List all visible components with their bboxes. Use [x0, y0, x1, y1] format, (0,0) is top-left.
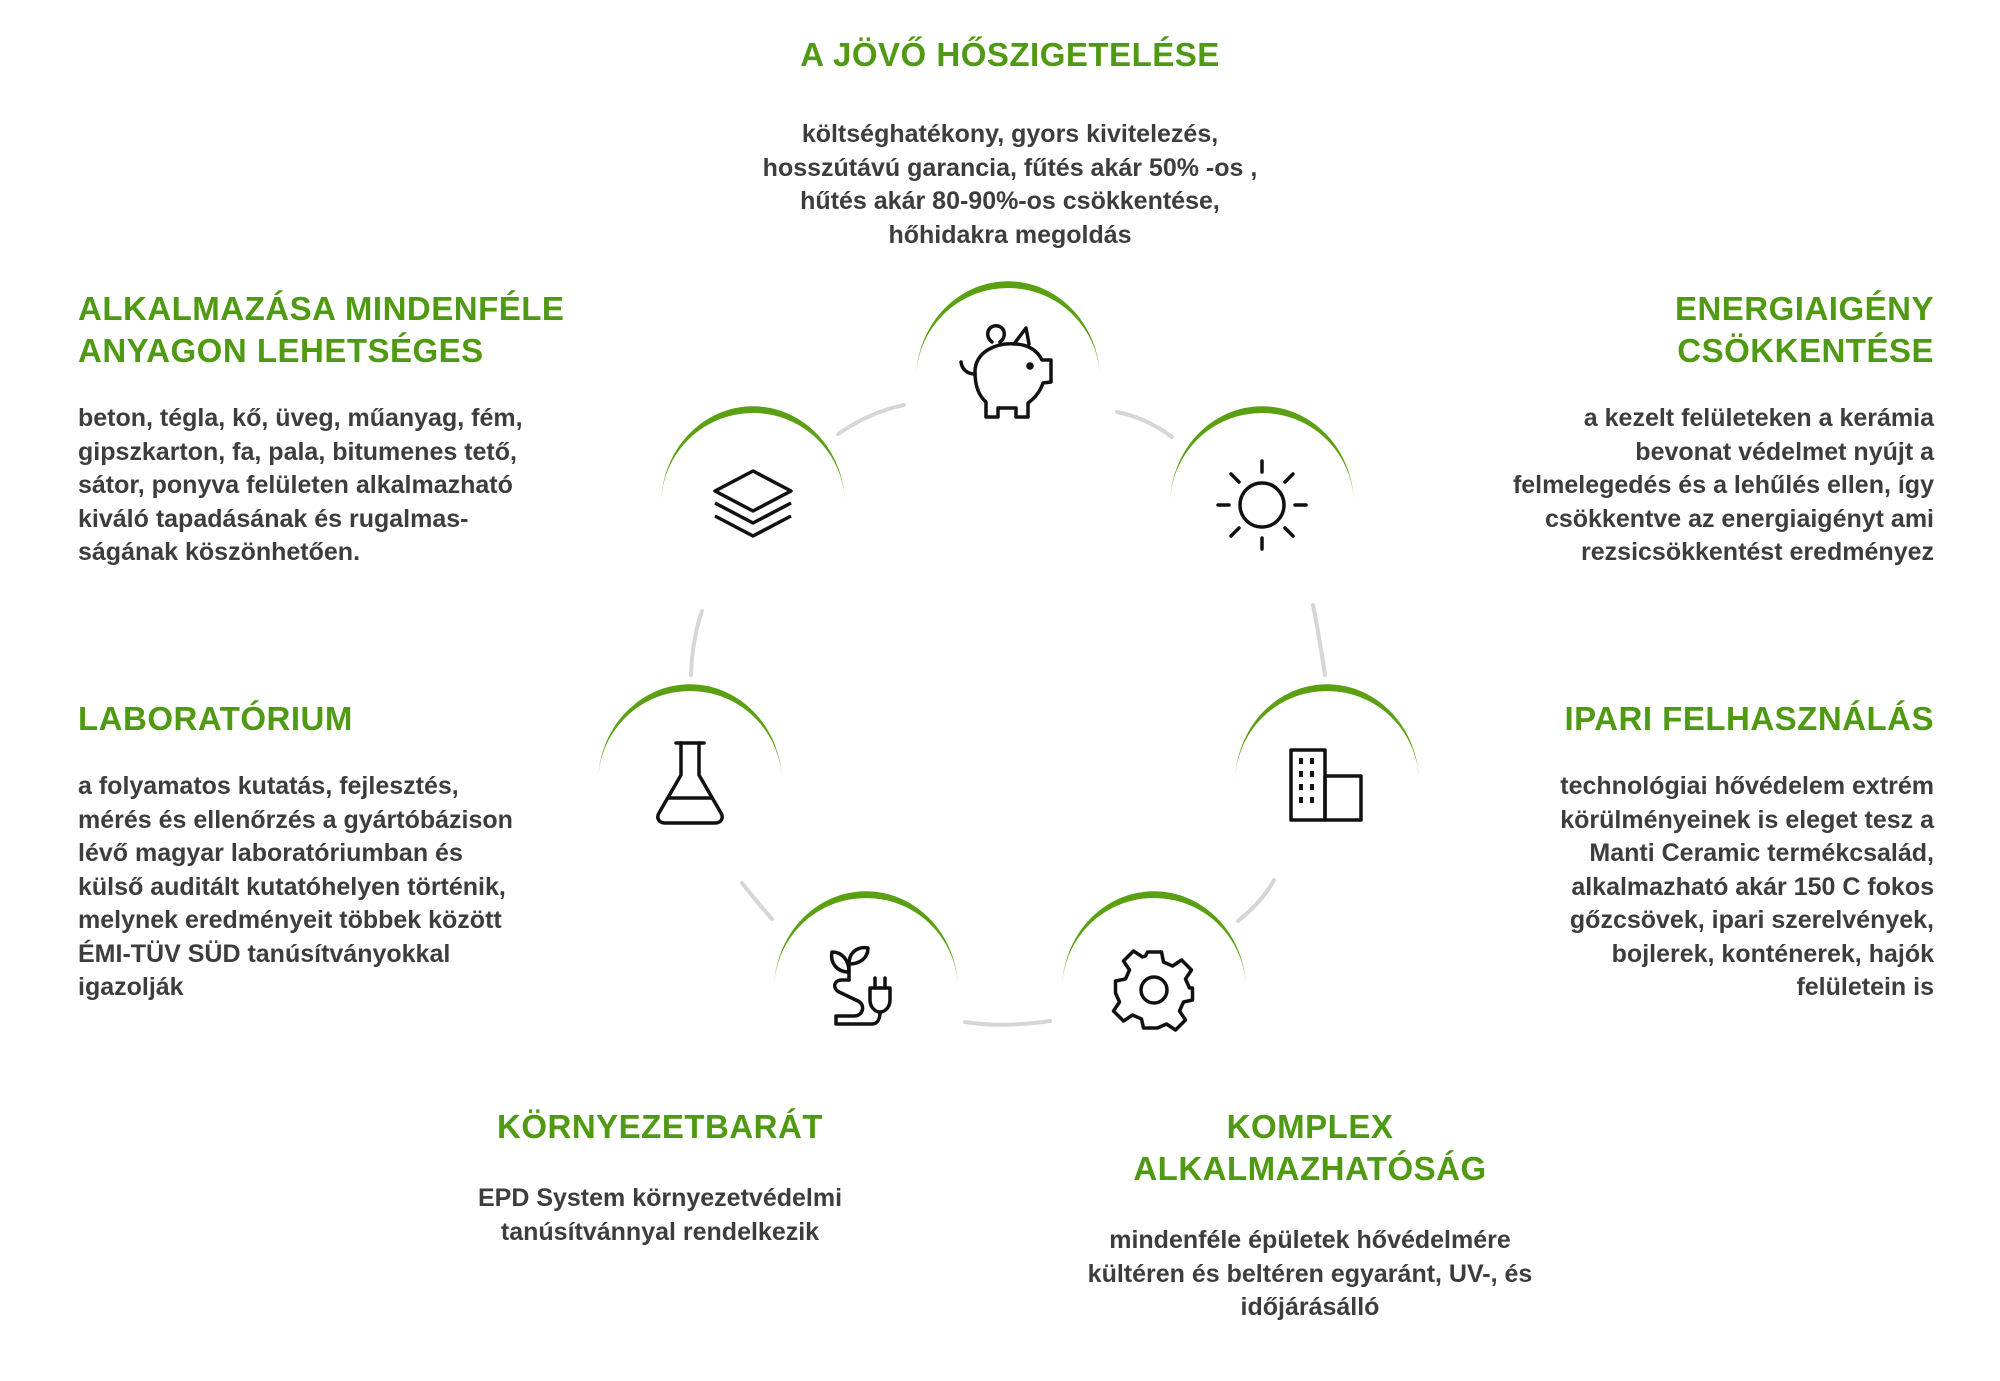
block-bottom-right: [1010, 1106, 1610, 1325]
connector-line: [1117, 412, 1172, 437]
desc-line: hűtés akár 80-90%-os csökkentése,: [800, 187, 1220, 215]
desc-line: tanúsítvánnyal rendelkezik: [500, 1217, 820, 1246]
node-description: [78, 402, 678, 570]
title-line: ALKALMAZHATÓSÁG: [1133, 1150, 1487, 1187]
title-line: KOMPLEX: [1226, 1108, 1394, 1145]
desc-line: a folyamatos kutatás, fejlesztés,: [78, 772, 459, 800]
desc-line: csökkentve az energiaigényt ami: [1544, 504, 1934, 533]
block-upper-left: [78, 288, 678, 570]
desc-line: gőzcsövek, ipari szerelvények,: [1569, 906, 1934, 934]
desc-line: sátor, ponyva felületen alkalmazható: [78, 471, 513, 499]
connector-line: [965, 1021, 1050, 1025]
desc-line: EPD System környezetvédelmi: [477, 1184, 843, 1212]
node-title: [78, 698, 638, 740]
desc-line: körülményeinek is eleget tesz a: [1560, 805, 1934, 834]
desc-line: mérés és ellenőrzés a gyártóbázison: [78, 805, 513, 834]
desc-line: bevonat védelmet nyújt a: [1635, 437, 1934, 466]
title-line: KÖRNYEZETBARÁT: [497, 1108, 823, 1145]
desc-line: ságának köszönhetően.: [78, 538, 361, 566]
title-line: CSÖKKENTÉSE: [1677, 332, 1934, 369]
node-description: [1380, 770, 1934, 1005]
desc-line: kültéren és beltéren egyaránt, UV-, és: [1087, 1259, 1533, 1288]
desc-line: felületein is: [1796, 973, 1934, 1001]
desc-line: Manti Ceramic termékcsalád,: [1589, 839, 1934, 867]
desc-line: melynek eredményeit többek között: [78, 906, 502, 934]
title-line: ANYAGON LEHETSÉGES: [78, 332, 484, 369]
desc-line: a kezelt felületeken a kerámia: [1583, 404, 1934, 432]
desc-line: hőhidakra megoldás: [888, 220, 1132, 249]
node-bottom-left: [774, 891, 958, 1072]
title-line: LABORATÓRIUM: [78, 700, 353, 737]
block-bottom-left: [410, 1106, 910, 1249]
desc-line: ÉMI-TÜV SÜD tanúsítványokkal: [78, 939, 451, 968]
node-title: [1010, 1106, 1610, 1190]
title-line: IPARI FELHASZNÁLÁS: [1564, 700, 1934, 737]
node-title: [1380, 288, 1934, 372]
desc-line: rezsicsökkentést eredményez: [1581, 538, 1934, 566]
title-line: ALKALMAZÁSA MINDENFÉLE: [78, 290, 565, 327]
desc-line: beton, tégla, kő, üveg, műanyag, fém,: [78, 404, 523, 432]
connector-line: [742, 883, 772, 919]
desc-line: lévő magyar laboratóriumban és: [78, 839, 463, 867]
desc-line: alkalmazható akár 150 C fokos: [1571, 872, 1934, 901]
node-title: [410, 1106, 910, 1148]
desc-line: gipszkarton, fa, pala, bitumenes tető,: [78, 437, 517, 466]
title-line: A JÖVŐ HŐSZIGETELÉSE: [800, 36, 1220, 73]
node-bottom-right: [1062, 891, 1246, 1072]
node-description: [1010, 1224, 1610, 1325]
connector-line: [1313, 605, 1325, 675]
desc-line: mindenféle épületek hővédelmére: [1109, 1226, 1511, 1254]
block-lower-left: [78, 698, 638, 1005]
desc-line: időjárásálló: [1240, 1293, 1380, 1321]
node-description: [410, 1182, 910, 1249]
node-title: [1380, 698, 1934, 740]
node-title: [610, 34, 1410, 76]
node-upper-right: [1170, 406, 1354, 587]
title-line: ENERGIAIGÉNY: [1674, 290, 1934, 327]
desc-line: igazolják: [78, 973, 184, 1001]
node-top: [916, 281, 1100, 462]
node-description: [610, 118, 1410, 252]
node-description: [78, 770, 638, 1005]
connector-line: [1238, 880, 1274, 921]
desc-line: technológiai hővédelem extrém: [1560, 772, 1934, 800]
desc-line: költséghatékony, gyors kivitelezés,: [801, 120, 1219, 148]
desc-line: hosszútávú garancia, fűtés akár 50% -os ,: [762, 153, 1258, 182]
connector-line: [691, 611, 702, 675]
node-title: [78, 288, 678, 372]
block-lower-right: [1380, 698, 1934, 1005]
connector-line: [838, 405, 904, 434]
desc-line: kiváló tapadásának és rugalmas-: [78, 504, 469, 533]
node-upper-left: [661, 406, 845, 587]
block-upper-right: [1380, 288, 1934, 570]
node-description: [1380, 402, 1934, 570]
block-top: [610, 34, 1410, 252]
desc-line: felmelegedés és a lehűlés ellen, így: [1512, 471, 1934, 499]
desc-line: bojlerek, konténerek, hajók: [1611, 939, 1934, 968]
desc-line: külső auditált kutatóhelyen történik,: [78, 872, 506, 901]
